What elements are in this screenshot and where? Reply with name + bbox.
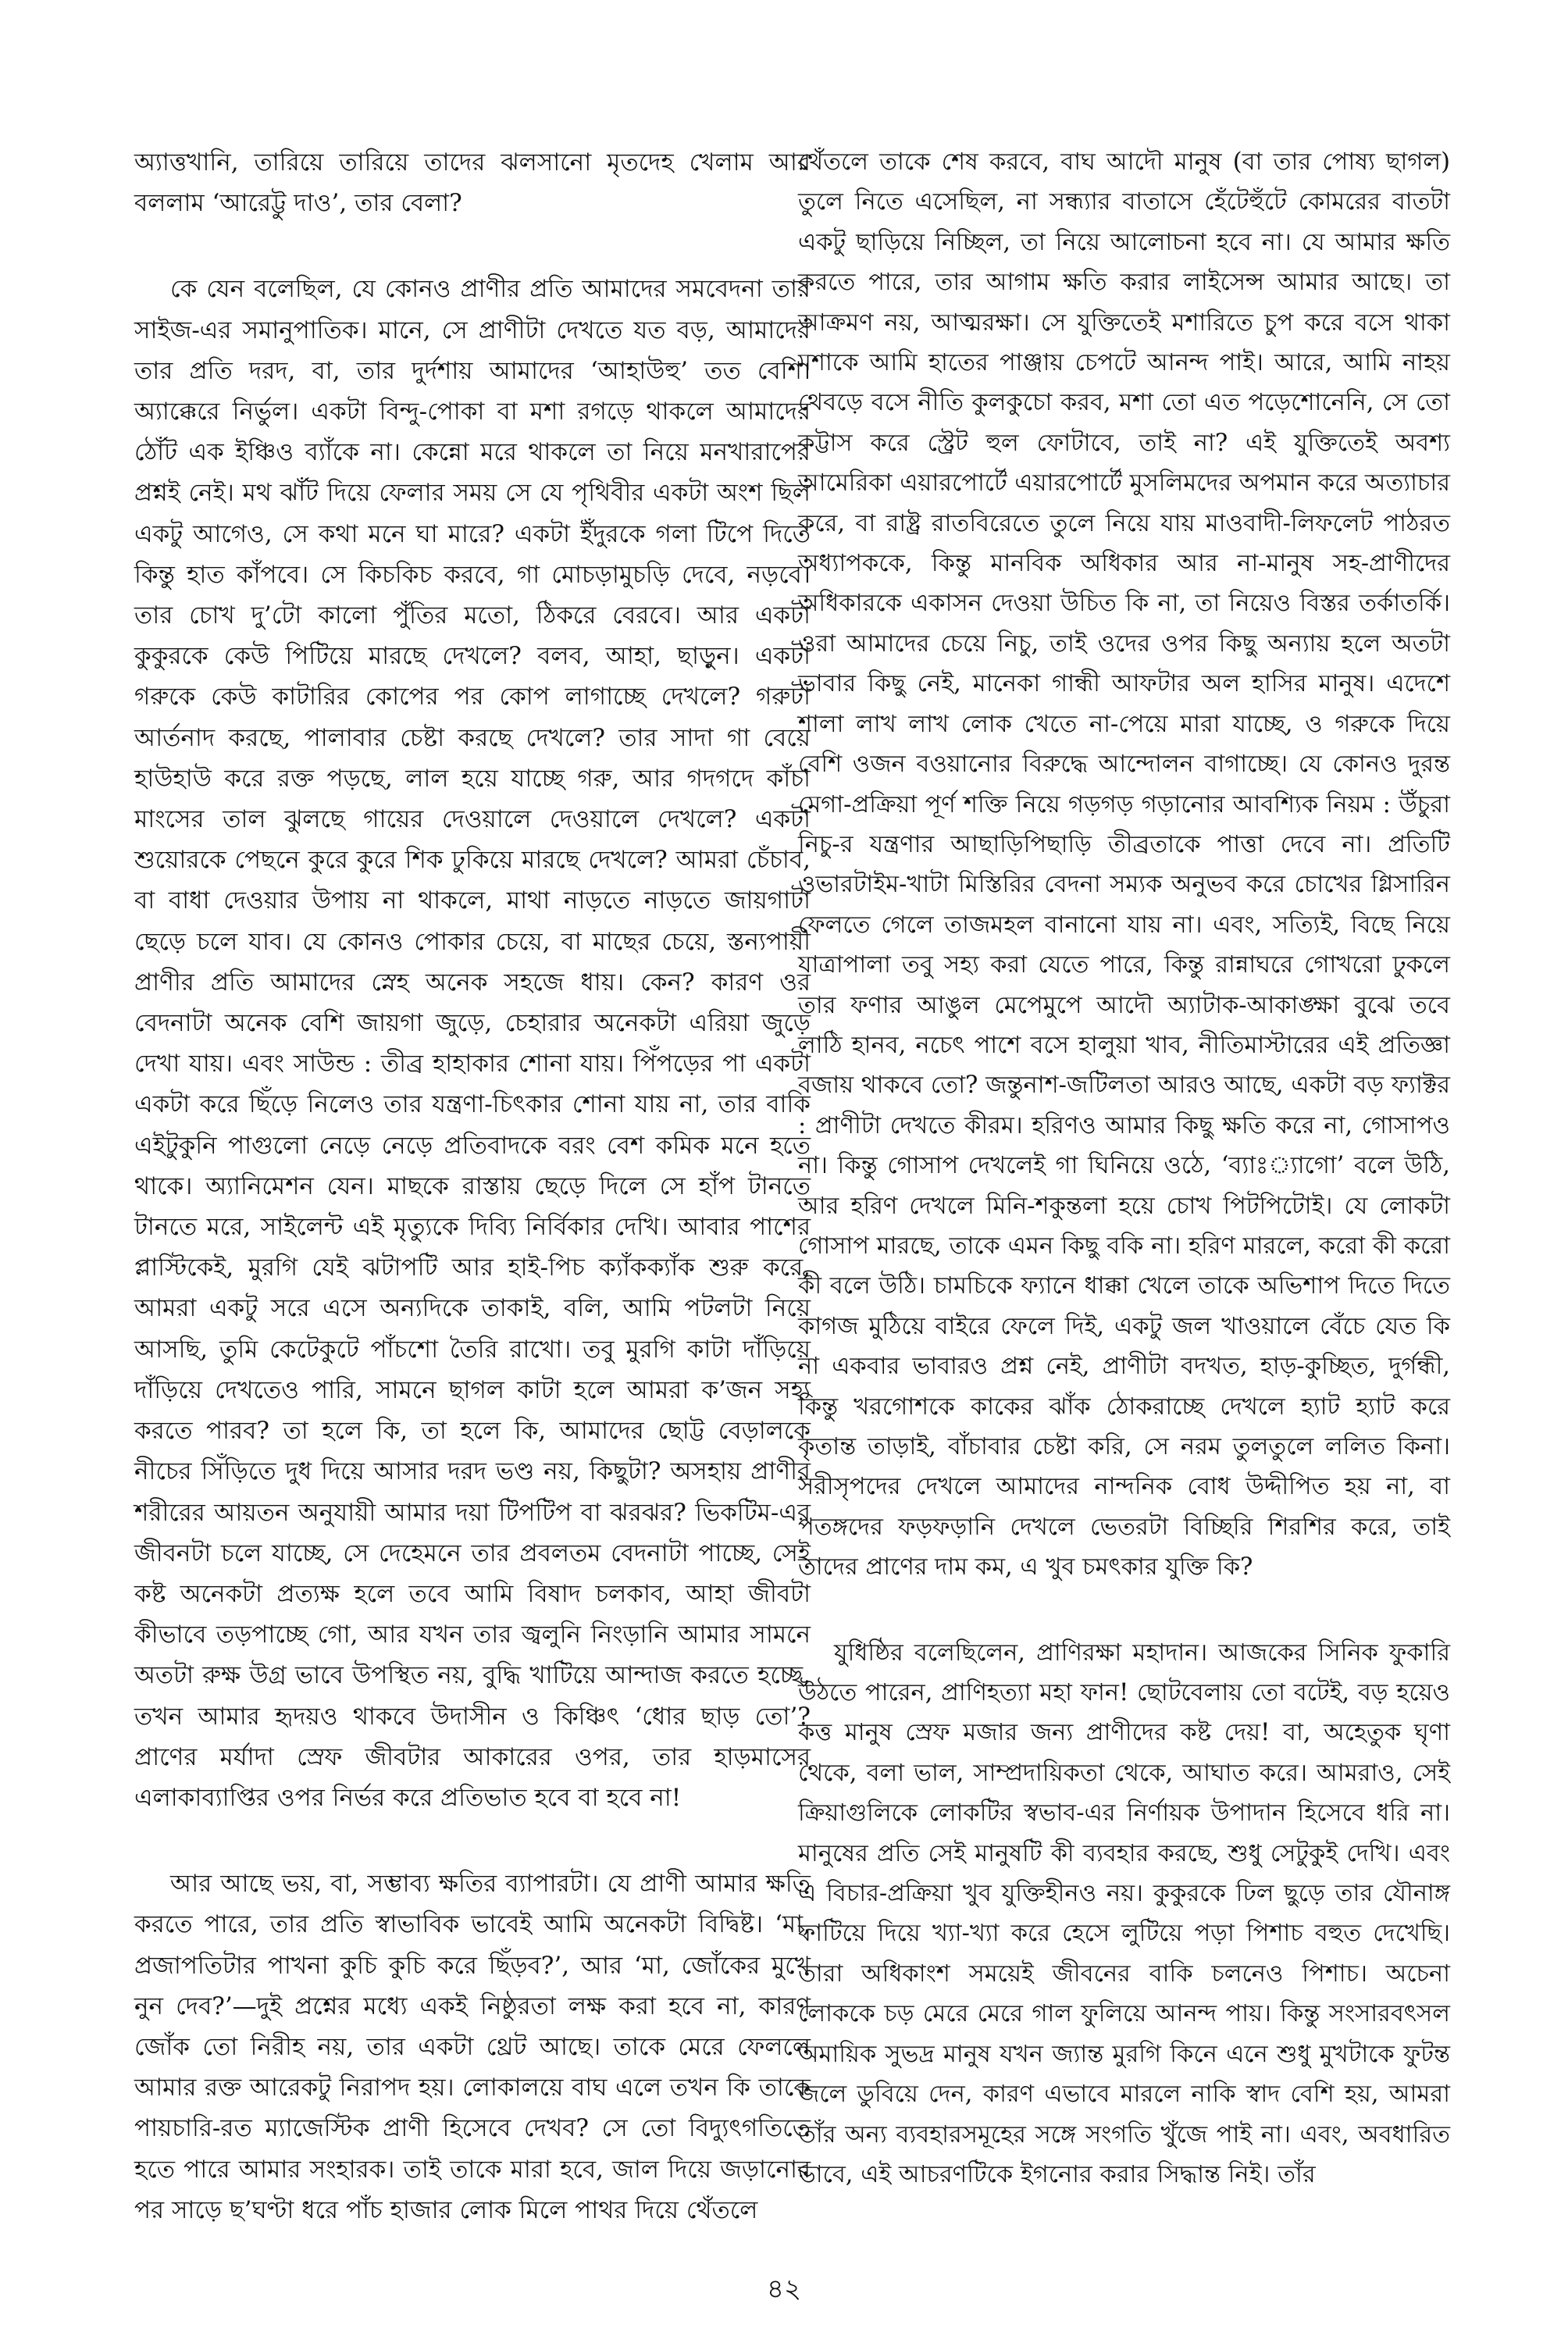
left-column: [134, 142, 811, 2231]
paragraph: আর আছে ভয়, বা, সম্ভাব্য ক্ষতির ব্যাপারটা। যে প্রাণী আমার ক্ষতি করতে পারে, তার প্রতি স্বাভাবিক ভাবেই আমি অনেকটা বিদ্বিষ্ট। ‘মা, প্রজাপতিটার পাখনা কুচি কুচি করে ছিঁড়ব?’, আর ‘মা, জোঁকের মুখে নুন দেব?’—দুই প্রশ্নের মধ্যে একই নিষ্ঠুরতা লক্ষ করা হবে না, কারণ জোঁক তো নিরীহ নয়, তার একটা থ্রেট আছে। তাকে মেরে ফেললে আমার রক্ত আরেকটু নিরাপদ হয়। লোকালয়ে বাঘ এলে তখন কি তাকে পায়চারি-রত ম্যাজেস্টিক প্রাণী হিসেবে দেখব? সে তো বিদ্যুৎগতিতে হতে পারে আমার সংহারক। তাই তাকে মারা হবে, জাল দিয়ে জড়ানোর পর সাড়ে ছ’ঘণ্টা ধরে পাঁচ হাজার লোক মিলে পাথর দিয়ে থেঁতলে: [134, 1870, 811, 2224]
paragraph: কে যেন বলেছিল, যে কোনও প্রাণীর প্রতি আমাদের সমবেদনা তার সাইজ-এর সমানুপাতিক। মানে, সে প্রাণীটা দেখতে যত বড়, আমাদের তার প্রতি দরদ, বা, তার দুর্দশায় আমাদের ‘আহাউহু’ তত বেশি। অ্যাক্কেরে নির্ভুল। একটা বিন্দু-পোকা বা মশা রগড়ে থাকলে আমাদের ঠোঁট এক ইঞ্চিও ব্যাঁকে না। কেন্নো মরে থাকলে তা নিয়ে মনখারাপের প্রশ্নই নেই। মথ ঝাঁট দিয়ে ফেলার সময় সে যে পৃথিবীর একটা অংশ ছিল একটু আগেও, সে কথা মনে ঘা মারে? একটা ইঁদুরকে গলা টিপে দিতে কিন্তু হাত কাঁপবে। সে কিচকিচ করবে, গা মোচড়ামুচড়ি দেবে, নড়বে। তার চোখ দু’টো কালো পুঁতির মতো, ঠিকরে বেরবে। আর একটা কুকুরকে কেউ পিটিয়ে মারছে দেখলে? বলব, আহা, ছাড়ুন। একটা গরুকে কেউ কাটারির কোপের পর কোপ লাগাচ্ছে দেখলে? গরুটা আর্তনাদ করছে, পালাবার চেষ্টা করছে দেখলে? তার সাদা গা বেয়ে হাউহাউ করে রক্ত পড়ছে, লাল হয়ে যাচ্ছে গরু, আর গদগদে কাঁচা মাংসের তাল ঝুলছে গায়ের দেওয়ালে দেওয়ালে দেখলে? একটা শুয়োরকে পেছনে কুরে কুরে শিক ঢুকিয়ে মারছে দেখলে? আমরা চেঁচাব, বা বাধা দেওয়ার উপায় না থাকলে, মাথা নাড়তে নাড়তে জায়গাটা ছেড়ে চলে যাব। যে কোনও পোকার চেয়ে, বা মাছের চেয়ে, স্তন্যপায়ী প্রাণীর প্রতি আমাদের স্নেহ অনেক সহজে ধায়। কেন? কারণ ওর বেদনাটা অনেক বেশি জায়গা জুড়ে, চেহারার অনেকটা এরিয়া জুড়ে দেখা যায়। এবং সাউন্ড : তীব্র হাহাকার শোনা যায়। পিঁপড়ের পা একটা একটা করে ছিঁড়ে নিলেও তার যন্ত্রণা-চিৎকার শোনা যায় না, তার বাকি এইটুকুনি পাগুলো নেড়ে নেড়ে প্রতিবাদকে বরং বেশ কমিক মনে হতে থাকে। অ্যানিমেশন যেন। মাছকে রাস্তায় ছেড়ে দিলে সে হাঁপ টানতে টানতে মরে, সাইলেন্ট এই মৃত্যুকে দিব্যি নির্বিকার দেখি। আবার পাশের প্লাস্টিকেই, মুরগি যেই ঝটাপটি আর হাই-পিচ ক্যাঁকক্যাঁক শুরু করে, আমরা একটু সরে এসে অন্যদিকে তাকাই, বলি, আমি পটলটা নিয়ে আসছি, তুমি কেটেকুটে পাঁচশো তৈরি রাখো। তবু মুরগি কাটা দাঁড়িয়ে দাঁড়িয়ে দেখতেও পারি, সামনে ছাগল কাটা হলে আমরা ক’জন সহ্য করতে পারব? তা হলে কি, তা হলে কি, আমাদের ছোট্ট বেড়ালকে নীচের সিঁড়িতে দুধ দিয়ে আসার দরদ ভণ্ড নয়, কিছুটা? অসহায় প্রাণীর শরীরের আয়তন অনুযায়ী আমার দয়া টিপটিপ বা ঝরঝর? ভিকটিম-এর জীবনটা চলে যাচ্ছে, সে দেহেমনে তার প্রবলতম বেদনাটা পাচ্ছে, সেই কষ্ট অনেকটা প্রত্যক্ষ হলে তবে আমি বিষাদ চলকাব, আহা জীবটা কীভাবে তড়পাচ্ছে গো, আর যখন তার জ্বলুনি নিংড়ানি আমার সামনে অতটা রুক্ষ উগ্র ভাবে উপস্থিত নয়, বুদ্ধি খাটিয়ে আন্দাজ করতে হচ্ছে, তখন আমার হৃদয়ও থাকবে উদাসীন ও কিঞ্চিৎ ‘ধোর ছাড় তো’? প্রাণের মর্যাদা স্রেফ জীবটার আকারের ওপর, তার হাড়মাসের এলাকাব্যাপ্তির ওপর নির্ভর করে প্রতিভাত হবে বা হবে না!: [134, 275, 811, 1812]
paragraph: যুধিষ্ঠির বলেছিলেন, প্রাণিরক্ষা মহাদান। আজকের সিনিক ফুকারি উঠতে পারেন, প্রাণিহত্যা মহা ফান! ছোটবেলায় তো বটেই, বড় হয়েও কত্ত মানুষ স্রেফ মজার জন্য প্রাণীদের কষ্ট দেয়! বা, অহেতুক ঘৃণা থেকে, বলা ভাল, সাম্প্রদায়িকতা থেকে, আঘাত করে। আমরাও, সেই ক্রিয়াগুলিকে লোকটির স্বভাব-এর নির্ণায়ক উপাদান হিসেবে ধরি না। মানুষের প্রতি সেই মানুষটি কী ব্যবহার করছে, শুধু সেটুকুই দেখি। এবং এ বিচার-প্রক্রিয়া খুব যুক্তিহীনও নয়। কুকুরকে ঢিল ছুড়ে তার যৌনাঙ্গ ফাটিয়ে দিয়ে খ্যা-খ্যা করে হেসে লুটিয়ে পড়া পিশাচ বহুত দেখেছি। তারা অধিকাংশ সময়েই জীবনের বাকি চলনেও পিশাচ। অচেনা লোককে চড় মেরে মেরে গাল ফুলিয়ে আনন্দ পায়। কিন্তু সংসারবৎসল অমায়িক সুভদ্র মানুষ যখন জ্যান্ত মুরগি কিনে এনে শুধু মুখটাকে ফুটন্ত জলে ডুবিয়ে দেন, কারণ এভাবে মারলে নাকি স্বাদ বেশি হয়, আমরা তাঁর অন্য ব্যবহারসমূহের সঙ্গে সংগতি খুঁজে পাই না। এবং, অবধারিত ভাবে, এই আচরণটিকে ইগনোর করার সিদ্ধান্ত নিই। তাঁর: [798, 1639, 1450, 2188]
right-column: [798, 142, 1450, 2195]
paragraph: অ্যাত্তখানি, তারিয়ে তারিয়ে তাদের ঝলসানো মৃতদেহ খেলাম আর বললাম ‘আরেট্টু দাও’, তার বেলা?: [134, 148, 811, 218]
page-number: ৪২: [766, 2273, 802, 2305]
paragraph: থেঁতলে তাকে শেষ করবে, বাঘ আদৌ মানুষ (বা তার পোষ্য ছাগল) তুলে নিতে এসেছিল, না সন্ধ্যার বাতাসে হেঁটেহুঁটে কোমরের বাতটা একটু ছাড়িয়ে নিচ্ছিল, তা নিয়ে আলোচনা হবে না। যে আমার ক্ষতি করতে পারে, তার আগাম ক্ষতি করার লাইসেন্স আমার আছে। তা আক্রমণ নয়, আত্মরক্ষা। সে যুক্তিতেই মশারিতে চুপ করে বসে থাকা মশাকে আমি হাতের পাঞ্জায় চেপটে আনন্দ পাই। আরে, আমি নাহয় থেবড়ে বসে নীতি কুলকুচো করব, মশা তো এত পড়েশোনেনি, সে তো কট্টাস করে স্ট্রেট হুল ফোটাবে, তাই না? এই যুক্তিতেই অবশ্য আমেরিকা এয়ারপোর্টে এয়ারপোর্টে মুসলিমদের অপমান করে অত্যাচার করে, বা রাষ্ট্র রাতবিরেতে তুলে নিয়ে যায় মাওবাদী-লিফলেট পাঠরত অধ্যাপককে, কিন্তু মানবিক অধিকার আর না-মানুষ সহ-প্রাণীদের অধিকারকে একাসন দেওয়া উচিত কি না, তা নিয়েও বিস্তর তর্কাতর্কি। ওরা আমাদের চেয়ে নিচু, তাই ওদের ওপর কিছু অন্যায় হলে অতটা ভাবার কিছু নেই, মানেকা গান্ধী আফটার অল হাসির মানুষ। এদেশে শালা লাখ লাখ লোক খেতে না-পেয়ে মারা যাচ্ছে, ও গরুকে দিয়ে বেশি ওজন বওয়ানোর বিরুদ্ধে আন্দোলন বাগাচ্ছে। যে কোনও দুরন্ত মেগা-প্রক্রিয়া পূর্ণ শক্তি নিয়ে গড়গড় গড়ানোর আবশ্যিক নিয়ম : উঁচুরা নিচু-র যন্ত্রণার আছাড়িপিছাড়ি তীব্রতাকে পাত্তা দেবে না। প্রতিটি ওভারটাইম-খাটা মিস্তিরির বেদনা সম্যক অনুভব করে চোখের গ্লিসারিন ফেলতে গেলে তাজমহল বানানো যায় না। এবং, সত্যিই, বিছে নিয়ে যাত্রাপালা তবু সহ্য করা যেতে পারে, কিন্তু রান্নাঘরে গোখরো ঢুকলে তার ফণার আঙুল মেপেমুপে আদৌ অ্যাটাক-আকাঙ্ক্ষা বুঝে তবে লাঠি হানব, নচেৎ পাশে বসে হালুয়া খাব, নীতিমাস্টারের এই প্রতিজ্ঞা বজায় থাকবে তো? জন্তুনাশ-জটিলতা আরও আছে, একটা বড় ফ্যাক্টর : প্রাণীটা দেখতে কীরম। হরিণও আমার কিছু ক্ষতি করে না, গোসাপও না। কিন্তু গোসাপ দেখলেই গা ঘিনিয়ে ওঠে, ‘ব্যাঃ্যাগো’ বলে উঠি, আর হরিণ দেখলে মিনি-শকুন্তলা হয়ে চোখ পিটপিটোই। যে লোকটা গোসাপ মারছে, তাকে এমন কিছু বকি না। হরিণ মারলে, করো কী করো কী বলে উঠি। চামচিকে ফ্যানে ধাক্কা খেলে তাকে অভিশাপ দিতে দিতে কাগজ মুঠিয়ে বাইরে ফেলে দিই, একটু জল খাওয়ালে বেঁচে যেত কি না একবার ভাবারও প্রশ্ন নেই, প্রাণীটা বদখত, হাড়-কুচ্ছিত, দুর্গন্ধী, কিন্তু খরগোশকে কাকের ঝাঁক ঠোকরাচ্ছে দেখলে হ্যাট হ্যাট করে কৃতান্ত তাড়াই, বাঁচাবার চেষ্টা করি, সে নরম তুলতুলে ললিত কিনা। সরীসৃপদের দেখলে আমাদের নান্দনিক বোধ উদ্দীপিত হয় না, বা পতঙ্গদের ফড়ফড়ানি দেখলে ভেতরটা বিচ্ছিরি শিরশির করে, তাই তাদের প্রাণের দাম কম, এ খুব চমৎকার যুক্তি কি?: [798, 148, 1450, 1582]
